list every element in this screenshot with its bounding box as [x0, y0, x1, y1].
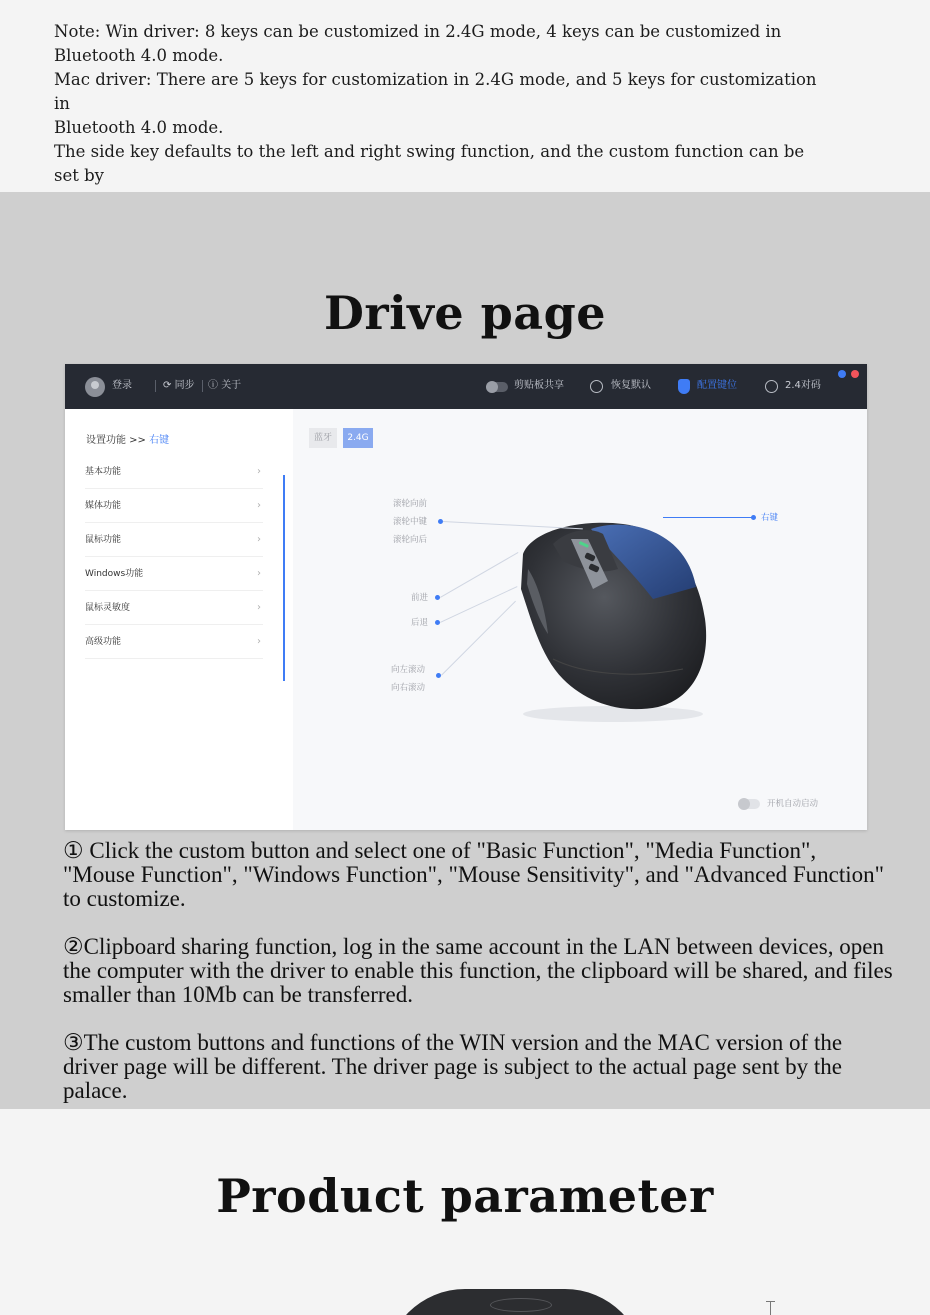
sidebar-item-mouse[interactable] [85, 523, 263, 557]
sidebar-item-advanced[interactable] [85, 625, 263, 659]
restore-icon [590, 380, 603, 393]
label-back[interactable]: 后退 [411, 618, 429, 628]
sidebar-item-label: Windows功能 [85, 569, 144, 579]
instruction-item: ②Clipboard sharing function, log in the same account in the LAN between devices, open the computer with the driver to enable this function, the clipboard will be shared, and files smaller than 10Mb can be transferred. [63, 934, 893, 1007]
label-scroll-forward[interactable]: 滚轮向前 [393, 499, 428, 509]
note-line: Bluetooth 4.0 mode. [54, 118, 224, 137]
instructions [63, 839, 893, 1127]
label-dot [436, 673, 441, 678]
sidebar-scrollbar[interactable] [283, 475, 285, 681]
instruction-item: ① Click the custom button and select one of "Basic Function", "Media Function", "Mouse Function", "Windows Function", "Mouse Sensitivity", and "Advanced Function" to customize. [63, 838, 885, 911]
sidebar-item-basic[interactable] [85, 455, 263, 489]
config-keys-tab[interactable]: 配置键位 [697, 380, 737, 391]
note-line: Note: Win driver: 8 keys can be customized in 2.4G mode, 4 keys can be customized in [54, 22, 782, 41]
clipboard-share-label: 剪贴板共享 [514, 380, 564, 391]
clipboard-share-toggle[interactable] [486, 382, 508, 392]
about-button[interactable] [208, 378, 241, 394]
label-forward[interactable]: 前进 [411, 593, 429, 603]
autostart-toggle[interactable] [738, 799, 760, 809]
drive-page-section [0, 192, 930, 1109]
app-titlebar [65, 364, 867, 409]
login-button[interactable]: 登录 [112, 380, 132, 391]
pairing-button[interactable]: 2.4对码 [785, 380, 821, 391]
sync-icon: ⟳ [163, 380, 172, 391]
bluetooth-mode-button[interactable]: 蓝牙 [309, 428, 337, 448]
chevron-right-icon: › [257, 466, 261, 477]
sidebar-item-windows[interactable] [85, 557, 263, 591]
product-parameter-heading: Product parameter [216, 1169, 714, 1223]
titlebar-divider [202, 380, 203, 392]
key-config-pane [293, 409, 867, 830]
label-scroll-left[interactable]: 向左滚动 [391, 665, 426, 675]
g24-mode-button[interactable]: 2.4G [343, 428, 373, 448]
avatar[interactable] [85, 377, 105, 397]
pairing-icon [765, 380, 778, 393]
titlebar-divider [155, 380, 156, 392]
sync-button[interactable] [163, 378, 195, 394]
breadcrumb-prefix: 设置功能 >> [86, 435, 146, 446]
sidebar-item-media[interactable] [85, 489, 263, 523]
mouse-illustration [493, 499, 723, 729]
leader-line-active [663, 517, 753, 518]
about-label: 关于 [221, 380, 242, 391]
sidebar-item-sensitivity[interactable] [85, 591, 263, 625]
sidebar-item-label: 基本功能 [85, 467, 122, 477]
chevron-right-icon: › [257, 568, 261, 579]
label-dot [435, 595, 440, 600]
sidebar-item-label: 鼠标灵敏度 [85, 603, 131, 613]
label-dot-active [751, 515, 756, 520]
function-sidebar [65, 409, 293, 830]
product-mouse-image [385, 1289, 645, 1315]
breadcrumb [86, 431, 169, 446]
sidebar-item-label: 媒体功能 [85, 501, 122, 511]
driver-app-window [65, 364, 867, 830]
label-scroll-back[interactable]: 滚轮向后 [393, 535, 428, 545]
chevron-right-icon: › [257, 602, 261, 613]
breadcrumb-active: 右键 [149, 435, 170, 446]
sync-label: 同步 [174, 380, 195, 391]
text-cursor-icon [770, 1301, 771, 1315]
close-dot[interactable] [851, 370, 859, 378]
note-line: The side key defaults to the left and right swing function, and the custom function can be set by [54, 142, 805, 185]
chevron-right-icon: › [257, 500, 261, 511]
driver-note [54, 20, 834, 212]
product-parameter-section [0, 1109, 930, 1315]
label-scroll-middle[interactable]: 滚轮中键 [393, 517, 428, 527]
sidebar-item-label: 高级功能 [85, 637, 122, 647]
config-keys-icon [678, 379, 690, 394]
drive-page-heading: Drive page [323, 286, 606, 340]
minimize-dot[interactable] [838, 370, 846, 378]
chevron-right-icon: › [257, 534, 261, 545]
chevron-right-icon: › [257, 636, 261, 647]
autostart-label: 开机自动启动 [767, 799, 819, 809]
sidebar-item-label: 鼠标功能 [85, 535, 122, 545]
note-line: Bluetooth 4.0 mode. [54, 46, 224, 65]
label-right-key[interactable]: 右键 [761, 513, 779, 523]
restore-default-button[interactable]: 恢复默认 [611, 380, 651, 391]
info-icon: ⓘ [208, 380, 218, 391]
label-scroll-right[interactable]: 向右滚动 [391, 683, 426, 693]
instruction-item: ③The custom buttons and functions of the WIN version and the MAC version of the driver page will be different. The driver page is subject to the actual page sent by the palace. [63, 1030, 843, 1103]
note-line: Mac driver: There are 5 keys for customization in 2.4G mode, and 5 keys for customization in [54, 70, 817, 113]
note-section [0, 0, 930, 192]
